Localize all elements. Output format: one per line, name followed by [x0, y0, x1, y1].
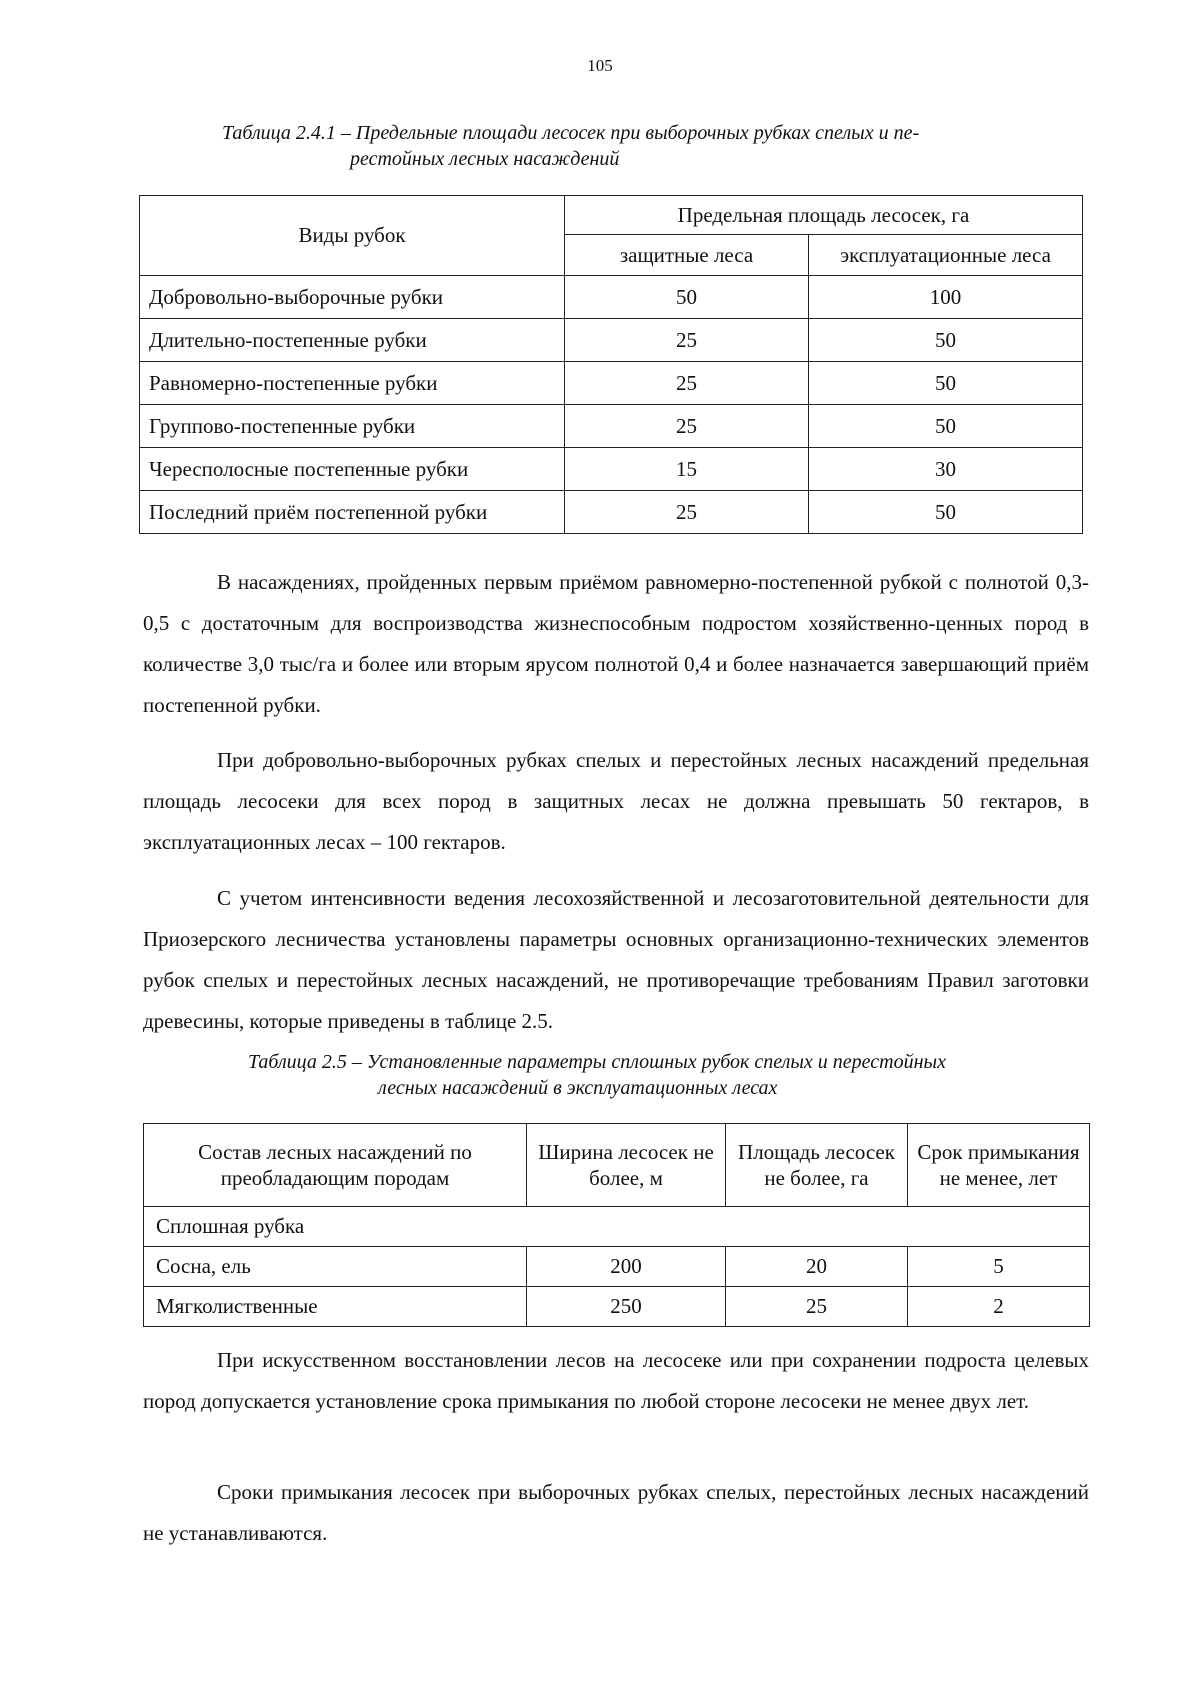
table-row	[140, 405, 1083, 448]
table-row	[140, 362, 1083, 405]
table-cutting-area-limits	[139, 195, 1083, 534]
table-row	[144, 1247, 1090, 1287]
cell-protective: 15	[565, 448, 809, 491]
table2-caption-line2: лесных насаждений в эксплуатационных лесах	[378, 1077, 778, 1099]
table-row	[144, 1287, 1090, 1327]
cell-exploitation: 100	[809, 276, 1083, 319]
cell-width: 250	[527, 1287, 726, 1327]
cell-composition: Мягколиственные	[144, 1287, 527, 1327]
header-width: Ширина лесосек не более, м	[527, 1124, 726, 1207]
cell-term: 2	[908, 1287, 1090, 1327]
table2-caption-line1: Таблица 2.5 – Установленные параметры сплошных рубок спелых и перестойных	[248, 1051, 946, 1073]
paragraph-artificial-restoration: При искусственном восстановлении лесов на лесосеке или при сохранении подроста целевых пород допускается установление срока примыкания по любой стороне лесосеки не менее двух лет.	[143, 1348, 1089, 1413]
table-clear-cutting-parameters	[143, 1123, 1090, 1327]
header-cutting-type: Виды рубок	[140, 196, 565, 276]
cell-exploitation: 50	[809, 491, 1083, 534]
cell-protective: 25	[565, 405, 809, 448]
paragraph-selective-cutting-limit: При добровольно-выборочных рубках спелых и перестойных лесных насаждений предельная площадь лесосеки для всех пород в защитных лесах не должна превышать 50 гектаров, в эксплуатационных лесах – 100 гектаров.	[143, 748, 1089, 854]
table-row	[140, 491, 1083, 534]
cell-cutting-type: Последний приём постепенной рубки	[140, 491, 565, 534]
header-area: Площадь лесосек не более, га	[726, 1124, 908, 1207]
header-term: Срок примыкания не менее, лет	[908, 1124, 1090, 1207]
cell-term: 5	[908, 1247, 1090, 1287]
cell-exploitation: 50	[809, 362, 1083, 405]
cell-protective: 25	[565, 319, 809, 362]
paragraph-priozersky-parameters: С учетом интенсивности ведения лесохозяйственной и лесозаготовительной деятельности для Приозерского лесничества установлены параметры основных организационно-технических элементов рубок спелых и перестойных лесных насаждений, не противоречащие требованиям Правил заготовки древесины, которые приведены в таблице 2.5.	[143, 886, 1089, 1033]
table1-caption-line1: Таблица 2.4.1 – Предельные площади лесосек при выборочных рубках спелых и пе-	[222, 122, 920, 144]
paragraph-final-stage: В насаждениях, пройденных первым приёмом равномерно-постепенной рубкой с полнотой 0,3-0,5 с достаточным для воспроизводства жизнеспособным подростом хозяйственно-ценных пород в количестве 3,0 тыс/га и более или вторым ярусом полнотой 0,4 и более назначается завершающий приём постепенной рубки.	[143, 570, 1089, 717]
cell-protective: 25	[565, 491, 809, 534]
header-composition: Состав лесных насаждений по преобладающим породам	[144, 1124, 527, 1207]
cell-area: 25	[726, 1287, 908, 1327]
cell-width: 200	[527, 1247, 726, 1287]
cell-protective: 50	[565, 276, 809, 319]
section-clear-cutting: Сплошная рубка	[144, 1207, 1090, 1247]
paragraph-adjacency-terms: Сроки примыкания лесосек при выборочных рубках спелых, перестойных лесных насаждений не устанавливаются.	[143, 1480, 1089, 1545]
cell-area: 20	[726, 1247, 908, 1287]
cell-exploitation: 50	[809, 405, 1083, 448]
cell-cutting-type: Чересполосные постепенные рубки	[140, 448, 565, 491]
header-exploitation-forests: эксплуатационные леса	[809, 235, 1083, 276]
cell-composition: Сосна, ель	[144, 1247, 527, 1287]
cell-exploitation: 30	[809, 448, 1083, 491]
header-area-limit-group: Предельная площадь лесосек, га	[565, 196, 1083, 235]
cell-cutting-type: Группово-постепенные рубки	[140, 405, 565, 448]
table-row	[140, 448, 1083, 491]
cell-cutting-type: Длительно-постепенные рубки	[140, 319, 565, 362]
cell-protective: 25	[565, 362, 809, 405]
table-row	[140, 319, 1083, 362]
cell-cutting-type: Равномерно-постепенные рубки	[140, 362, 565, 405]
cell-exploitation: 50	[809, 319, 1083, 362]
table-row	[140, 276, 1083, 319]
page-number: 105	[587, 56, 613, 75]
cell-cutting-type: Добровольно-выборочные рубки	[140, 276, 565, 319]
header-protective-forests: защитные леса	[565, 235, 809, 276]
table1-caption-line2: рестойных лесных насаждений	[350, 148, 620, 170]
